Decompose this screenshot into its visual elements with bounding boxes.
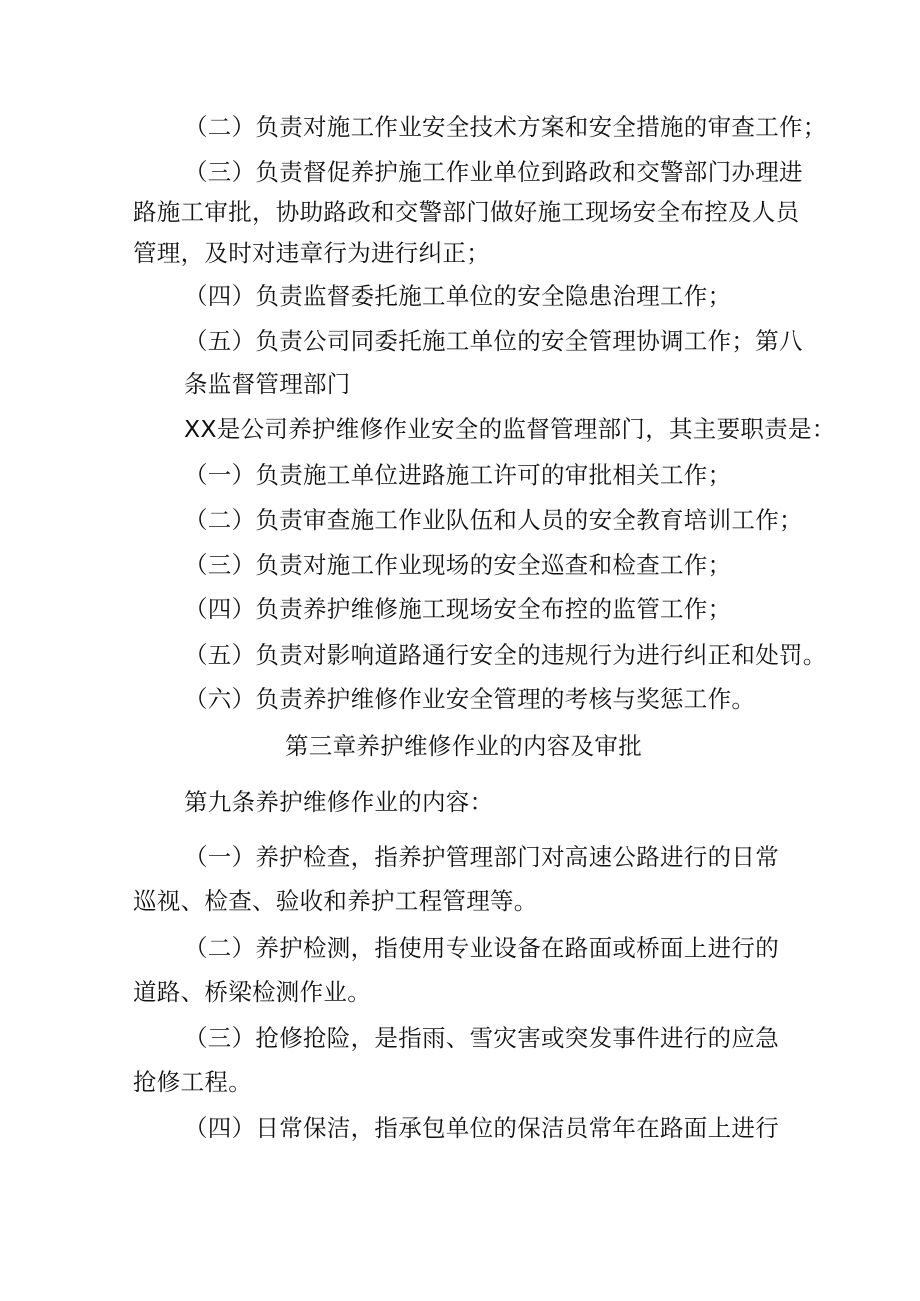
- text-line-8-6: （六）负责养护维修作业安全管理的考核与奖惩工作。: [184, 685, 756, 713]
- text-line-continued: 道路、桥梁检测作业。: [133, 978, 371, 1006]
- text-line-8-2: （二）负责审查施工作业队伍和人员的安全教育培训工作；: [184, 506, 803, 534]
- text-line-9-3: （三）抢修抢险，是指雨、雪灾害或突发事件进行的应急: [184, 1024, 779, 1052]
- text-line-continued: 路施工审批，协助路政和交警部门做好施工现场安全布控及人员: [133, 198, 800, 226]
- text-line-continued: 巡视、检查、验收和养护工程管理等。: [133, 887, 538, 915]
- text-line-9-4: （四）日常保洁，指承包单位的保洁员常年在路面上进行: [184, 1114, 779, 1142]
- text-line-2-5: （五）负责公司同委托施工单位的安全管理协调工作；第八: [184, 327, 803, 355]
- text-line-8-4: （四）负责养护维修施工现场安全布控的监管工作；: [184, 595, 732, 623]
- article-9-heading: 第九条养护维修作业的内容：: [184, 788, 494, 816]
- text-line-9-1: （一）养护检查，指养护管理部门对高速公路进行的日常: [184, 843, 779, 871]
- text-line-8-1: （一）负责施工单位进路施工许可的审批相关工作；: [184, 461, 732, 489]
- article-8-intro: XX是公司养护维修作业安全的监督管理部门，其主要职责是：: [184, 415, 836, 443]
- text-line-9-2: （二）养护检测，指使用专业设备在路面或桥面上进行的: [184, 934, 779, 962]
- text-line-continued: 管理，及时对违章行为进行纠正；: [133, 239, 490, 267]
- chapter-3-heading: 第三章养护维修作业的内容及审批: [285, 732, 642, 760]
- text-line-2-4: （四）负责监督委托施工单位的安全隐患治理工作；: [184, 282, 732, 310]
- text-line-continued: 抢修工程。: [133, 1068, 252, 1096]
- text-line-2-3: （三）负责督促养护施工作业单位到路政和交警部门办理进: [184, 158, 803, 186]
- article-8-heading: 条监督管理部门: [184, 370, 351, 398]
- text-line-8-3: （三）负责对施工作业现场的安全巡查和检查工作；: [184, 551, 732, 579]
- text-line-2-2: （二）负责对施工作业安全技术方案和安全措施的审查工作；: [184, 113, 827, 141]
- text-line-8-5: （五）负责对影响道路通行安全的违规行为进行纠正和处罚。: [184, 641, 827, 669]
